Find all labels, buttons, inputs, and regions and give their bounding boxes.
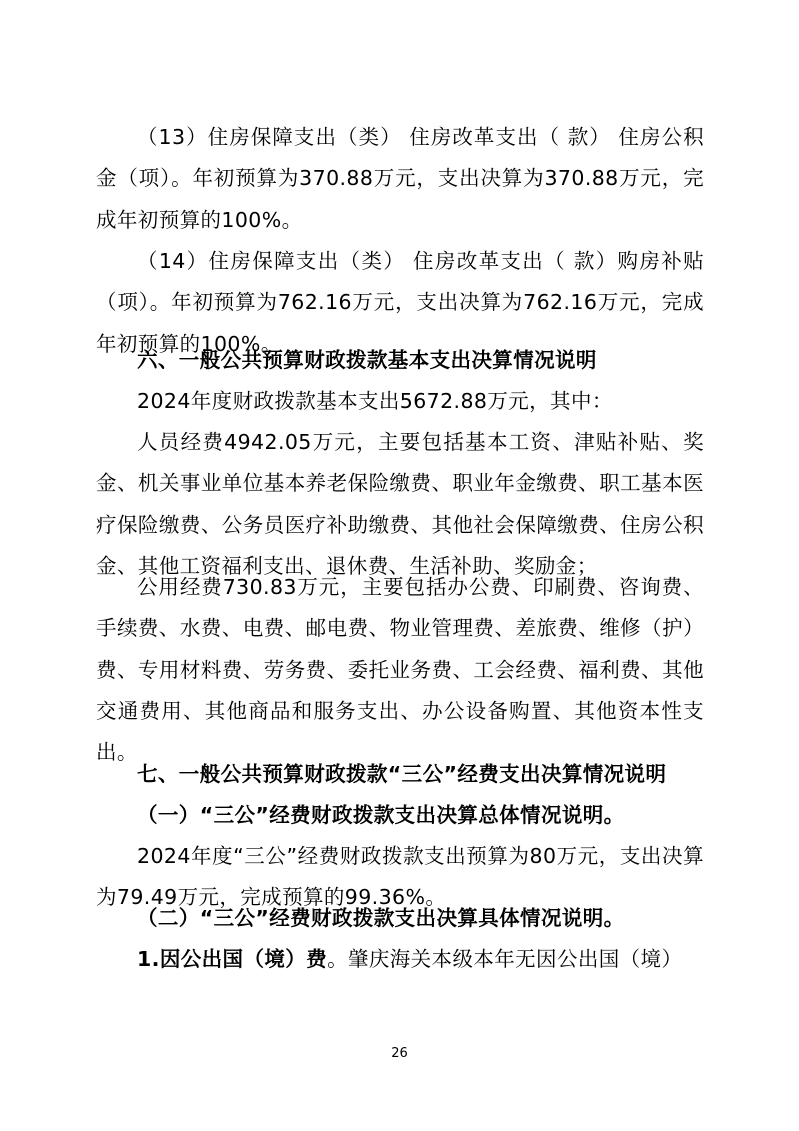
paragraph-public-expenses: 公用经费730.83万元，主要包括办公费、印刷费、咨询费、手续费、水费、电费、邮电费、物业管理费、差旅费、维修（护）费、专用材料费、劳务费、委托业务费、工会经费、福利费、其他交通费用、其他商品和服务支出、办公设备购置、其他资本性支出。 — [96, 575, 704, 765]
overseas-travel-lead: 1.因公出国（境）费 — [137, 947, 328, 971]
subheading-sangong-detail: （二）“三公”经费财政拨款支出决算具体情况说明。 — [137, 906, 625, 930]
overseas-travel-rest: 。肇庆海关本级本年无因公出国（境） — [327, 947, 683, 971]
section-heading-basic-expenditure: 六、一般公共预算财政拨款基本支出决算情况说明 — [137, 348, 597, 372]
paragraph-sangong-budget: 2024年度“三公”经费财政拨款支出预算为80万元，支出决算为79.49万元，完成预算的99.36%。 — [96, 844, 704, 910]
page-number: 26 — [391, 1046, 408, 1061]
paragraph-housing-fund: （13）住房保障支出（类） 住房改革支出（ 款） 住房公积金（项）。年初预算为370.88万元，支出决算为370.88万元，完成年初预算的100%。 — [96, 125, 704, 232]
paragraph-overseas-travel — [96, 939, 704, 980]
paragraph-personnel-expenses: 人员经费4942.05万元，主要包括基本工资、津贴补贴、奖金、机关事业单位基本养老保险缴费、职业年金缴费、职工基本医疗保险缴费、公务员医疗补助缴费、其他社会保障缴费、住房公积金、其他工资福利支出、退休费、生活补助、奖励金； — [96, 430, 704, 578]
subheading-sangong-overall: （一）“三公”经费财政拨款支出决算总体情况说明。 — [137, 803, 625, 827]
section-heading-sangong: 七、一般公共预算财政拨款“三公”经费支出决算情况说明 — [137, 762, 667, 786]
paragraph-housing-subsidy: （14）住房保障支出（类） 住房改革支出（ 款）购房补贴（项）。年初预算为762.16万元，支出决算为762.16万元，完成年初预算的100%。 — [96, 249, 704, 356]
paragraph-basic-expenditure-total: 2024年度财政拨款基本支出5672.88万元，其中： — [137, 389, 613, 413]
